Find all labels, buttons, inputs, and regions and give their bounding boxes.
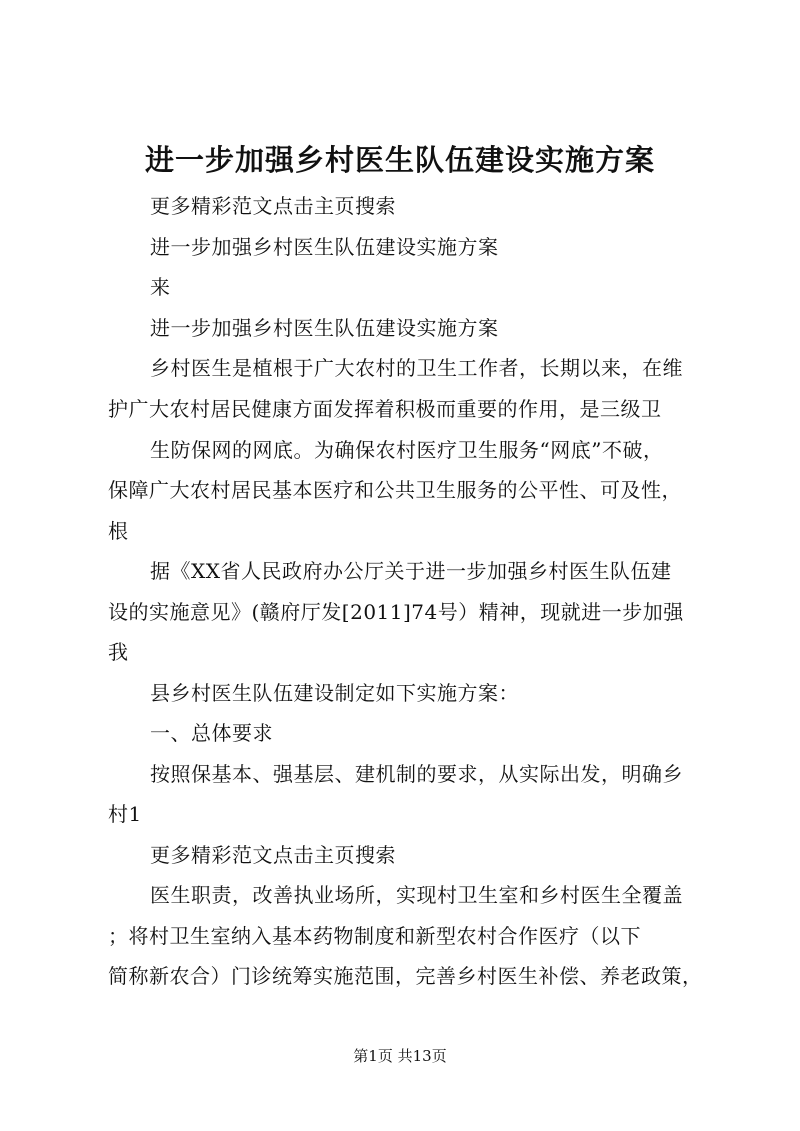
body-line: 生防保网的网底。为确保农村医疗卫生服务“网底”不破，: [150, 438, 664, 462]
promo-line: 更多精彩范文点击主页搜索: [150, 843, 396, 867]
body-line: 设的实施意见》(赣府厅发[2011]74号）精神，现就进一步加强: [108, 600, 684, 624]
subtitle-line: 进一步加强乡村医生队伍建设实施方案: [150, 235, 499, 259]
body-line: 简称新农合）门诊统筹实施范围，完善乡村医生补偿、养老政策，: [108, 964, 703, 988]
body-line: 按照保基本、强基层、建机制的要求，从实际出发，明确乡: [150, 762, 683, 786]
body-line: 护广大农村居民健康方面发挥着积极而重要的作用，是三级卫: [108, 397, 662, 421]
body-line: 据《XX省人民政府办公厅关于进一步加强乡村医生队伍建: [150, 559, 672, 583]
body-line: 保障广大农村居民基本医疗和公共卫生服务的公平性、可及性，: [108, 478, 682, 502]
body-line: ；将村卫生室纳入基本药物制度和新型农村合作医疗（以下: [108, 924, 641, 948]
subtitle-line: 进一步加强乡村医生队伍建设实施方案: [150, 316, 499, 340]
body-line: 村1: [108, 802, 142, 826]
section-heading: 一、总体要求: [150, 721, 273, 745]
body-line: 我: [108, 640, 129, 664]
body-line: 乡村医生是植根于广大农村的卫生工作者，长期以来，在维: [150, 356, 683, 380]
body-line: 医生职责，改善执业场所，实现村卫生室和乡村医生全覆盖: [150, 883, 683, 907]
body-line: 县乡村医生队伍建设制定如下实施方案：: [150, 681, 519, 705]
page-number-footer: 第1页 共13页: [353, 1047, 447, 1065]
promo-line: 更多精彩范文点击主页搜索: [150, 194, 396, 218]
body-line: 根: [108, 519, 129, 543]
body-line: 来: [150, 275, 171, 299]
document-title: 进一步加强乡村医生队伍建设实施方案: [144, 143, 655, 177]
